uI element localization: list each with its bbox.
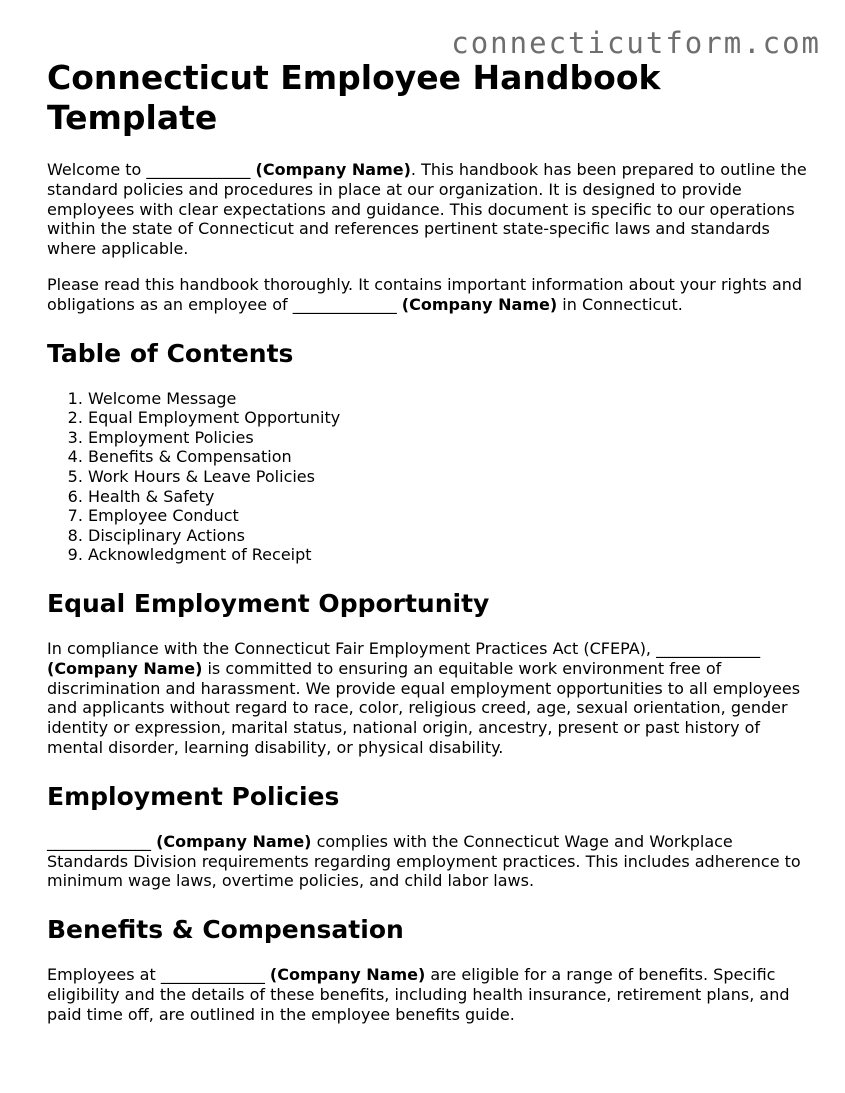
benefits-paragraph (47, 965, 817, 1024)
company-name-blank: _____________ (656, 638, 761, 658)
toc-item: 5. Work Hours & Leave Policies (88, 467, 817, 487)
page-title: Connecticut Employee Handbook Template (47, 58, 661, 137)
toc-item: 7. Employee Conduct (88, 506, 817, 526)
eeo-paragraph (47, 639, 817, 758)
toc-item: 2. Equal Employment Opportunity (88, 408, 817, 428)
eeo-text-before: In compliance with the Connecticut Fair Employment Practices Act (CFEPA), (47, 638, 657, 658)
company-name-label: (Company Name) (255, 160, 411, 179)
toc-heading: Table of Contents (47, 338, 294, 368)
company-name-blank: _____________ (146, 160, 251, 179)
toc-item: 6. Health & Safety (88, 487, 817, 507)
company-name-label: (Company Name) (401, 294, 558, 314)
toc-item: 4. Benefits & Compensation (88, 447, 817, 467)
company-name-label: (Company Name) (156, 831, 312, 851)
toc-item: 8. Disciplinary Actions (88, 526, 817, 546)
document-page (47, 58, 817, 1040)
watermark: connecticutform.com (451, 26, 821, 60)
intro-text-after: in Connecticut. (557, 294, 683, 314)
toc-list (47, 389, 817, 565)
intro-text-after: . This handbook has been prepared to outline the standard policies and procedures in place at our organization. It is designed to provide employees with clear expectations and guidance. This document is specific to our operations within the state of Connecticut and references pertinent state-specific laws and standards where applicable. (47, 160, 807, 259)
company-name-label: (Company Name) (47, 658, 203, 678)
intro-text-before: Welcome to (47, 160, 147, 179)
toc-item: 9. Acknowledgment of Receipt (88, 545, 817, 565)
company-name-label: (Company Name) (269, 965, 426, 985)
eeo-heading: Equal Employment Opportunity (47, 588, 490, 618)
intro-paragraph-2 (47, 275, 817, 315)
company-name-blank: _____________ (160, 965, 265, 985)
benefits-text-before: Employees at (47, 965, 161, 985)
intro-paragraph-1 (47, 160, 817, 259)
toc-item: 1. Welcome Message (88, 389, 817, 409)
eeo-text-after: is committed to ensuring an equitable work environment free of discrimination and harassment. We provide equal employment opportunities to all employees and applicants without regard to race, color, religious creed, age, sexual orientation, gender identity or expression, marital status, national origin, ancestry, present or past history of mental disorder, learning disability, or physical disability. (47, 658, 801, 757)
benefits-text-after: are eligible for a range of benefits. Specific eligibility and the details of these benefits, including health insurance, retirement plans, and paid time off, are outlined in the employee benefits guide. (47, 965, 790, 1024)
employment-policies-text: complies with the Connecticut Wage and Workplace Standards Division requirements regarding employment practices. This includes adherence to minimum wage laws, overtime policies, and child labor laws. (47, 831, 801, 891)
company-name-blank: _____________ (292, 294, 397, 314)
toc-item: 3. Employment Policies (88, 428, 817, 448)
benefits-heading: Benefits & Compensation (47, 915, 404, 945)
intro-text-before: Please read this handbook thoroughly. It contains important information about your rights and obligations as an employee of (47, 274, 803, 314)
company-name-blank: _____________ (47, 831, 151, 851)
employment-policies-paragraph (47, 832, 817, 891)
employment-policies-heading: Employment Policies (47, 781, 340, 811)
